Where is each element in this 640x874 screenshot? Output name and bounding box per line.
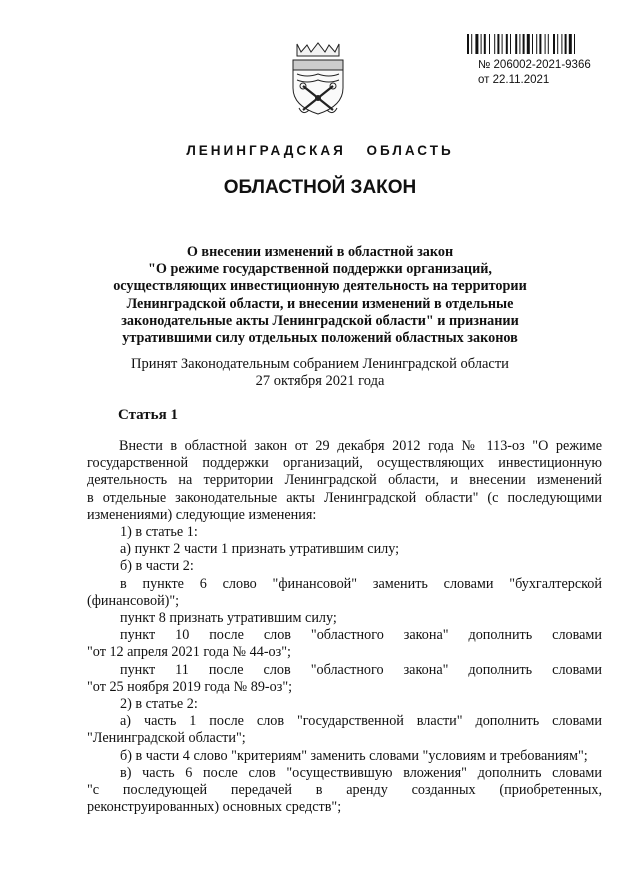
body-line: б) в части 2: [120, 558, 194, 575]
title-line: осуществляющих инвестиционную деятельность на территории [113, 278, 527, 295]
article-heading: Статья 1 [118, 407, 178, 423]
adoption-date: 27 октября 2021 года [255, 373, 385, 389]
body-line: Внести в областной закон от 29 декабря 2012 года № 113-оз "О режиме [119, 438, 602, 454]
body-line: пункт 10 после слов "областного закона" дополнить словами [120, 627, 602, 644]
body-line: государственной поддержки организаций, осуществляющих инвестиционную [87, 455, 602, 472]
body-line: в отдельные законодательные акты Ленинградской области" (с последующими [87, 489, 602, 506]
law-title [60, 244, 580, 347]
registration-block [478, 58, 591, 88]
body-line: 2) в статье 2: [120, 695, 198, 712]
adoption-note [0, 356, 640, 390]
body-line: в пункте 6 слово "финансовой" заменить словами "бухгалтерской [120, 575, 602, 592]
body-line: изменениями) следующие изменения: [87, 506, 317, 523]
body-line: а) часть 1 после слов "государственной власти" дополнить словами [120, 713, 602, 730]
body-line: а) пункт 2 части 1 признать утратившим силу; [120, 541, 400, 558]
body-line: "от 12 апреля 2021 года № 44-оз"; [87, 644, 291, 661]
body-line: "от 25 ноября 2019 года № 89-оз"; [87, 678, 293, 695]
body-line: б) в части 4 слово "критериям" заменить словами "условиям и требованиям"; [120, 747, 588, 764]
registration-number: № 206002-2021-9366 [478, 59, 591, 71]
body-line: реконструированных) основных средств"; [87, 799, 342, 816]
coat-of-arms-emblem [287, 40, 349, 124]
title-line: законодательные акты Ленинградской области" и признании [121, 312, 519, 329]
document-type: ОБЛАСТНОЙ ЗАКОН [223, 177, 417, 198]
body-line: пункт 8 признать утратившим силу; [120, 609, 337, 626]
adoption-body: Принят Законодательным собранием Ленинградской области [131, 356, 509, 372]
title-line: утратившими силу отдельных положений областных законов [122, 330, 518, 347]
title-line: "О режиме государственной поддержки организаций, [148, 261, 492, 278]
body-line: в) часть 6 после слов "осуществившую вложения" дополнить словами [120, 764, 602, 781]
barcode [467, 34, 603, 54]
body-line: 1) в статье 1: [120, 523, 198, 540]
body-line: (финансовой)"; [87, 592, 180, 609]
body-line: "Ленинградской области"; [87, 730, 246, 747]
title-line: Ленинградской области, и внесении изменений в отдельные [126, 295, 514, 312]
registration-date: от 22.11.2021 [478, 74, 550, 86]
region-name: ЛЕНИНГРАДСКАЯ ОБЛАСТЬ [186, 143, 454, 158]
body-line: пункт 11 после слов "областного закона" дополнить словами [120, 661, 602, 678]
title-line: О внесении изменений в областной закон [186, 244, 454, 260]
body-line: деятельность на территории Ленинградской области, и внесении изменений [87, 472, 602, 489]
article-body [87, 438, 602, 816]
body-line: "с последующей передачей в аренду созданных (приобретенных, [87, 781, 602, 798]
